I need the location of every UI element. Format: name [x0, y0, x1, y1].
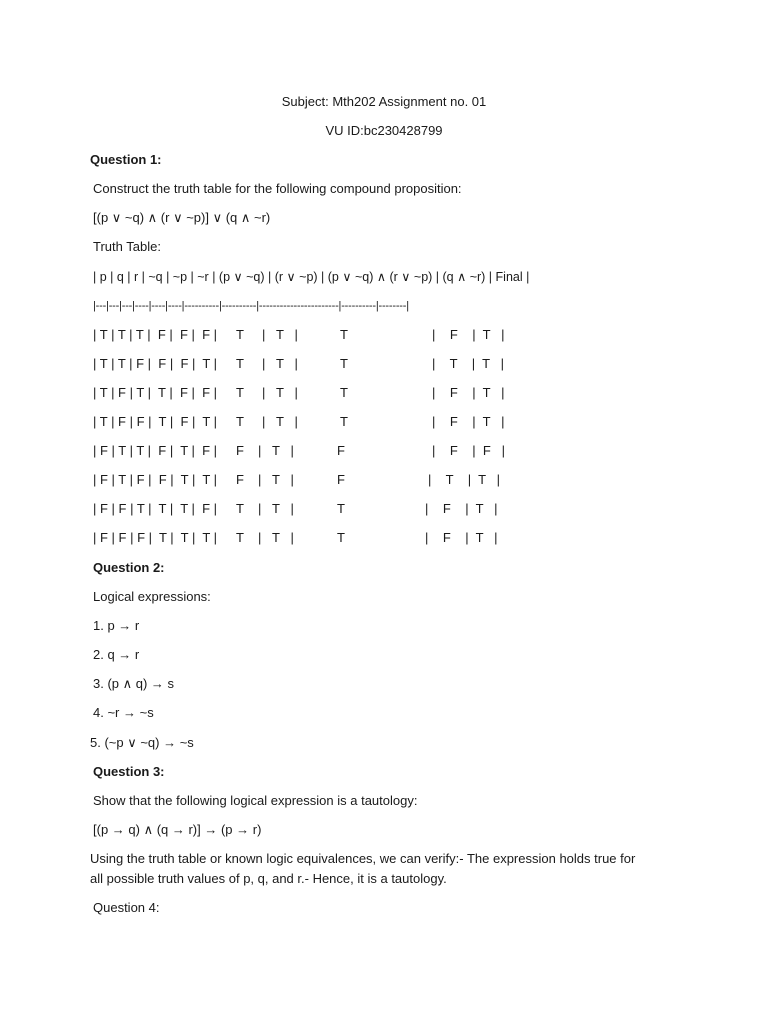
row-final: | T | T | [432, 356, 505, 371]
list-item: 2. q → r [93, 647, 140, 662]
truth-table-label: Truth Table: [93, 239, 161, 254]
row-p-or-not-q: F [236, 443, 244, 458]
question-4-heading: Question 4: [93, 900, 160, 915]
question-3-explanation: Using the truth table or known logic equivalences, we can verify:- The expression holds true for all possible truth values of p, q, and r.- Hence, it is a tautology. [90, 851, 636, 886]
question-3-expression: [(p → q) ∧ (q → r)] → (p → r) [93, 822, 262, 837]
row-conjunction: T [337, 530, 345, 545]
row-values-pqr: | F | T | F | F | T | T | [93, 472, 218, 487]
row-p-or-not-q: T [236, 356, 244, 371]
row-p-or-not-q: T [236, 501, 244, 516]
list-item: 3. (p ∧ q) → s [93, 676, 175, 691]
row-values-pqr: | F | F | F | T | T | T | [93, 530, 218, 545]
vu-id-line: VU ID:bc230428799 [325, 123, 443, 138]
row-p-or-not-q: T [236, 385, 244, 400]
row-r-or-not-p: | T | [258, 501, 294, 516]
subject-line: Subject: Mth202 Assignment no. 01 [281, 94, 487, 109]
row-values-pqr: | F | T | T | F | T | F | [93, 443, 218, 458]
question-3-prompt: Show that the following logical expression is a tautology: [93, 793, 418, 808]
row-conjunction: F [337, 443, 345, 458]
question-1-expression: [(p ∨ ~q) ∧ (r ∨ ~p)] ∨ (q ∧ ~r) [93, 210, 271, 225]
row-conjunction: F [337, 472, 345, 487]
row-r-or-not-p: | T | [262, 356, 298, 371]
question-2-intro: Logical expressions: [93, 589, 211, 604]
row-values-pqr: | T | T | T | F | F | F | [93, 327, 218, 342]
row-r-or-not-p: | T | [258, 443, 294, 458]
row-final: | F | T | [425, 501, 498, 516]
question-2-heading: Question 2: [93, 560, 165, 575]
row-final: | F | T | [425, 530, 498, 545]
row-final: | T | T | [428, 472, 501, 487]
list-item: 4. ~r → ~s [93, 705, 154, 720]
truth-table-header: | p | q | r | ~q | ~p | ~r | (p ∨ ~q) | (r ∨ ~p) | (p ∨ ~q) ∧ (r ∨ ~p) | (q ∧ ~r) | Final | [93, 270, 530, 284]
list-item: 1. p → r [93, 618, 140, 633]
question-1-prompt: Construct the truth table for the following compound proposition: [93, 181, 462, 196]
row-values-pqr: | T | T | F | F | F | T | [93, 356, 218, 371]
list-item: 5. (~p ∨ ~q) → ~s [90, 735, 194, 750]
row-p-or-not-q: F [236, 472, 244, 487]
row-p-or-not-q: T [236, 530, 244, 545]
row-r-or-not-p: | T | [262, 385, 298, 400]
row-r-or-not-p: | T | [262, 327, 298, 342]
row-final: | F | T | [432, 414, 505, 429]
row-values-pqr: | T | F | F | T | F | T | [93, 414, 218, 429]
row-final: | F | T | [432, 385, 505, 400]
row-conjunction: T [340, 385, 348, 400]
row-p-or-not-q: T [236, 414, 244, 429]
truth-table-separator: |---|---|---|----|----|----|----------|----------|-----------------------|----------|--------| [93, 300, 409, 312]
row-p-or-not-q: T [236, 327, 244, 342]
row-conjunction: T [340, 414, 348, 429]
row-values-pqr: | T | F | T | T | F | F | [93, 385, 218, 400]
row-conjunction: T [337, 501, 345, 516]
row-conjunction: T [340, 327, 348, 342]
row-r-or-not-p: | T | [258, 472, 294, 487]
row-r-or-not-p: | T | [258, 530, 294, 545]
question-3-heading: Question 3: [93, 764, 165, 779]
question-1-heading: Question 1: [90, 152, 162, 167]
row-final: | F | F | [432, 443, 505, 458]
row-final: | F | T | [432, 327, 505, 342]
row-conjunction: T [340, 356, 348, 371]
row-values-pqr: | F | F | T | T | T | F | [93, 501, 218, 516]
row-r-or-not-p: | T | [262, 414, 298, 429]
